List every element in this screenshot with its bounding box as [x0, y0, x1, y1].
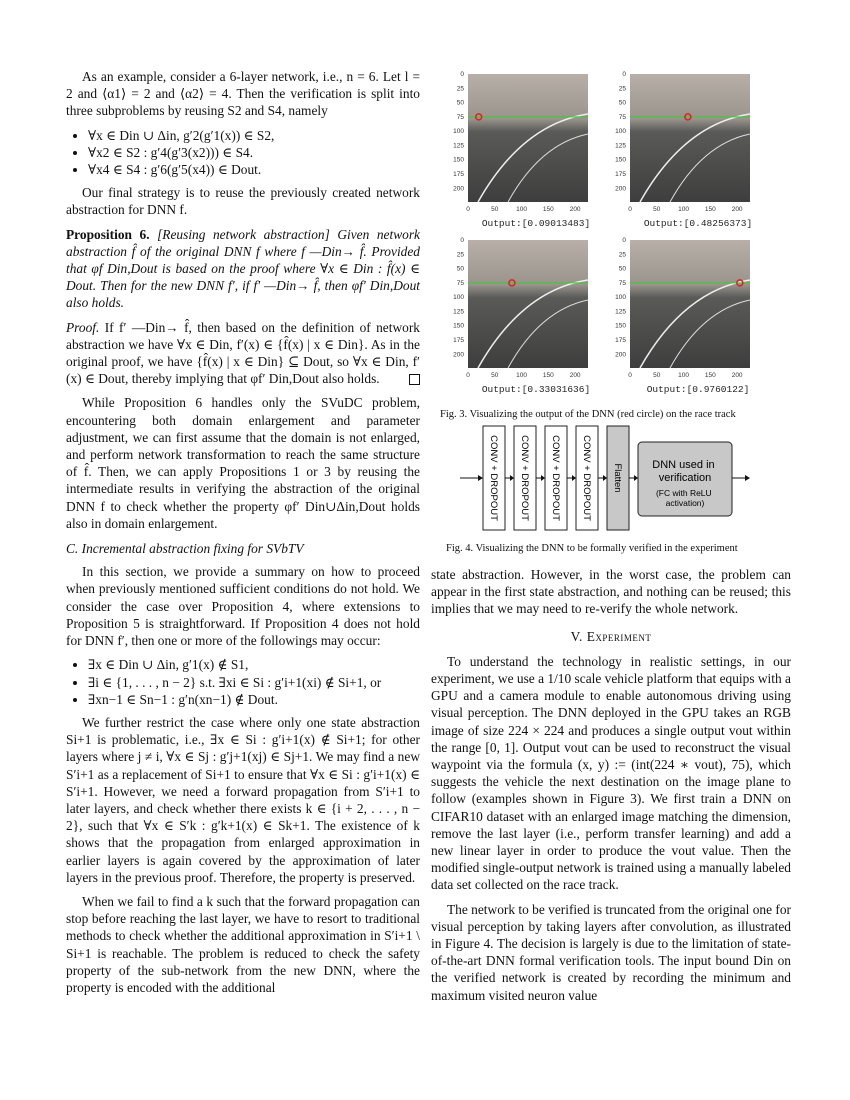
y-tick-label: 0	[622, 71, 626, 78]
y-tick-label: 150	[453, 322, 464, 330]
paragraph: While Proposition 6 handles only the SVuDC problem, encountering both domain enlargement and parameter adjustment, we can first assume that the domain is not enlarged, and perform network transformation to reach the same structure of f̂. Then, we can apply Propositions 1 or 3 by reusing the intermediate results in verifying the abstraction of the original DNN f to check whether the property φf′ Din∪Δin,Dout holds also in domain enlargement.	[66, 395, 420, 531]
x-tick-label: 50	[491, 372, 499, 379]
dnn-title: DNN used in verification	[652, 459, 715, 484]
arrow-head-icon	[603, 475, 607, 481]
bullet-list-2	[66, 656, 420, 708]
x-tick-label: 100	[678, 206, 690, 213]
y-tick-label: 125	[453, 142, 464, 150]
y-tick-label: 200	[615, 185, 626, 193]
track-image-panel	[615, 71, 752, 229]
track-image	[630, 74, 750, 202]
layer-label: CONV + DROPOUT	[581, 435, 592, 521]
list-item: • ∃x ∈ Din ∪ Δin, g′1(x) ∉ S1,	[88, 656, 420, 673]
x-tick-label: 100	[678, 372, 690, 379]
x-tick-label: 200	[731, 372, 743, 379]
layer-label: CONV + DROPOUT	[519, 435, 530, 521]
track-image	[468, 74, 588, 202]
y-tick-label: 125	[615, 142, 626, 150]
x-tick-label: 0	[628, 206, 632, 213]
output-label: Output:[0.09013483]	[481, 218, 591, 229]
y-tick-label: 100	[615, 128, 626, 136]
section-heading: V. Experiment	[570, 628, 652, 644]
layer-label: Flatten	[612, 463, 623, 493]
track-image-panel	[453, 237, 590, 395]
y-tick-label: 150	[615, 156, 626, 164]
track-image-panel	[453, 71, 590, 229]
track-image	[630, 240, 750, 368]
figure-3	[440, 68, 785, 420]
layer-label: CONV + DROPOUT	[488, 435, 499, 521]
output-label: Output:[0.48256373]	[643, 218, 753, 229]
list-item: • ∀x2 ∈ S2 : g′4(g′3(x2))) ∈ S4.	[88, 144, 420, 161]
track-image-panel	[615, 237, 750, 395]
y-tick-label: 175	[453, 337, 464, 344]
arrow-head-icon	[510, 475, 514, 481]
paragraph: state abstraction. However, in the worst case, the problem can appear in the first state abstraction, and nothing can be reused; this implies that we may need to re-verify the whole network.	[431, 567, 791, 617]
output-label: Output:[0.33031636]	[481, 384, 591, 395]
figure-4-diagram	[440, 420, 785, 532]
arrow-head-icon	[478, 475, 483, 481]
paragraph: The network to be verified is truncated from the original one for visual perception by taking layers after convolution, as illustrated in Figure 4. The decision is largely is due to the limitation of state-of-the-art DNN formal verification tools. The input bound Din on the verified network is created by recording the minimum and maximum visited neuron value	[431, 901, 791, 1003]
y-tick-label: 175	[615, 337, 626, 344]
arrow-head-icon	[541, 475, 545, 481]
x-tick-label: 150	[542, 206, 554, 213]
y-tick-label: 25	[618, 85, 626, 93]
output-label: Output:[0.9760122]	[646, 384, 750, 395]
bullet-list-1	[66, 127, 420, 179]
list-item: • ∀x ∈ Din ∪ Δin, g′2(g′1(x)) ∈ S2,	[88, 127, 420, 144]
paragraph: As an example, consider a 6-layer network, i.e., n = 6. Let l = 2 and ⟨α1⟩ = 2 and ⟨α2⟩ = 4. Then the verification is split into three subproblems by reusing S2 and S4, namely	[66, 69, 420, 119]
figure-4	[440, 420, 785, 554]
y-tick-label: 25	[618, 251, 626, 259]
x-tick-label: 50	[653, 372, 661, 379]
y-tick-label: 100	[615, 294, 626, 302]
y-tick-label: 125	[615, 308, 626, 316]
y-tick-label: 75	[618, 113, 626, 121]
arrow-head-icon	[572, 475, 576, 481]
y-tick-label: 125	[453, 308, 464, 316]
proposition-label: Proposition 6.	[66, 226, 150, 242]
y-tick-label: 50	[618, 265, 626, 273]
left-column	[66, 68, 420, 1003]
y-tick-label: 200	[453, 185, 464, 193]
x-tick-label: 0	[466, 372, 470, 379]
y-tick-label: 25	[456, 251, 464, 259]
proof-text: If f′ —Din→ f̂, then based on the definition of network abstraction we have ∀x ∈ Din, f′(x) ∈ {f̂(x) | x ∈ Din}. As in the original proof, we have {f̂(x) | x ∈ Din} ⊆ Dout, so ∀x ∈ Din, f′(x) ∈ Dout, thereby implying that φf′ Din,Dout also holds.	[66, 319, 420, 387]
list-item: • ∀x4 ∈ S4 : g′6(g′5(x4)) ∈ Dout.	[88, 161, 420, 178]
dnn-subtitle: (FC with ReLU activation)	[655, 488, 712, 508]
track-image	[468, 240, 588, 368]
paragraph: In this section, we provide a summary on how to proceed when previously mentioned sufficient conditions do not hold. We consider the case over Proposition 4, where extensions to Proposition 5 is straightforward. If Proposition 4 does not hold for DNN f′, then one or more of the followings may occur:	[66, 564, 420, 649]
y-tick-label: 150	[615, 322, 626, 330]
x-tick-label: 0	[628, 372, 632, 379]
proposition-text: [Reusing network abstraction] Given network abstraction f̂ of the original DNN f where f —Din→ f̂. Provided that φf Din,Dout is based on the proof where ∀x ∈ Din : f̂(x) ∈ Dout. Then for the new DNN f′, if f′ —Din→ f̂, then φf′ Din,Dout also holds.	[66, 226, 420, 311]
y-tick-label: 175	[453, 171, 464, 178]
layer-label: CONV + DROPOUT	[550, 435, 561, 521]
paragraph: Our final strategy is to reuse the previously created network abstraction for DNN f.	[66, 185, 420, 218]
paragraph: To understand the technology in realistic settings, in our experiment, we use a 1/10 scale vehicle platform that equips with a GPU and a camera module to enable autonomous driving using visual perception. The DNN deployed in the GPU takes an RGB image of size 224 × 224 and produces a single output vout within the range [0, 1]. Output vout can be used to reconstruct the visual waypoint via the formula (x, y) := (int(224 ∗ vout), 75), which suggests the vehicle the next destination on the image plane to follow (examples shown in Figure 3). We first train a DNN on CIFAR10 dataset with an enlarged image matching the dimension, remove the last layer (i.e., perform transfer learning) and add a new linear layer in order to produce the vout value. Then the modified single-output network is trained using a manually labeled data set collected on the race track.	[431, 653, 791, 893]
y-tick-label: 25	[456, 85, 464, 93]
y-tick-label: 150	[453, 156, 464, 164]
y-tick-label: 75	[618, 279, 626, 287]
figure-3-plots	[440, 68, 785, 395]
y-tick-label: 75	[456, 113, 464, 121]
x-tick-label: 150	[704, 206, 716, 213]
x-tick-label: 150	[704, 372, 716, 379]
y-tick-label: 175	[615, 171, 626, 178]
x-tick-label: 50	[491, 206, 499, 213]
y-tick-label: 0	[460, 237, 464, 244]
right-column	[431, 566, 791, 1011]
y-tick-label: 0	[622, 237, 626, 244]
y-tick-label: 100	[453, 128, 464, 136]
y-tick-label: 50	[456, 265, 464, 273]
y-tick-label: 200	[615, 351, 626, 359]
qed-square-icon	[409, 374, 420, 385]
y-tick-label: 50	[618, 99, 626, 107]
subsection-heading: C. Incremental abstraction fixing for SVbTV	[66, 541, 304, 557]
proof	[66, 319, 420, 388]
list-item: • ∃xn−1 ∈ Sn−1 : g′n(xn−1) ∉ Dout.	[88, 691, 420, 708]
x-tick-label: 100	[516, 206, 528, 213]
paragraph: When we fail to find a k such that the forward propagation can stop before reaching the last layer, we have to resort to traditional methods to check whether the additional approximation in S′i+1 \ Si+1 is reachable. The problem is reduced to check the safety property of the sub-network from the new DNN, where the property is encoded with the additional	[66, 893, 420, 995]
x-tick-label: 50	[653, 206, 661, 213]
x-tick-label: 200	[569, 372, 581, 379]
figure-3-caption: Fig. 3. Visualizing the output of the DNN (red circle) on the race track	[440, 409, 736, 420]
x-tick-label: 0	[466, 206, 470, 213]
x-tick-label: 200	[731, 206, 743, 213]
x-tick-label: 100	[516, 372, 528, 379]
y-tick-label: 0	[460, 71, 464, 78]
y-tick-label: 200	[453, 351, 464, 359]
figure-4-caption: Fig. 4. Visualizing the DNN to be formally verified in the experiment	[446, 543, 738, 554]
paragraph: We further restrict the case where only one state abstraction Si+1 is problematic, i.e., ∃x ∈ Si : g′i+1(x) ∉ Si+1; for other layers where j ≠ i, ∀x ∈ Sj : g′j+1(xj) ∈ Sj+1. We may find a new S′i+1 as a replacement of Si+1 to ensure that ∀x ∈ Si : g′i+1(x) ∈ S′i+1. However, we need a forward propagation from S′i+1 to later layers, and check whether there exists k ∈ {i + 2, . . . , n − 2}, such that ∀x ∈ S′k : g′k+1(x) ∈ Sk+1. The existence of k shows that the propagation from enlarged approximation in earlier layers is again covered by the approximation of later layers in the previous proof. Therefore, the property is preserved.	[66, 714, 420, 885]
proof-label: Proof.	[66, 319, 100, 335]
y-tick-label: 100	[453, 294, 464, 302]
y-tick-label: 75	[456, 279, 464, 287]
list-item: • ∃i ∈ {1, . . . , n − 2} s.t. ∃xi ∈ Si : g′i+1(xi) ∉ Si+1, or	[88, 674, 420, 691]
proposition-6	[66, 226, 420, 312]
x-tick-label: 200	[569, 206, 581, 213]
arrow-head-icon	[745, 475, 750, 481]
arrow-head-icon	[634, 475, 638, 481]
x-tick-label: 150	[542, 372, 554, 379]
y-tick-label: 50	[456, 99, 464, 107]
